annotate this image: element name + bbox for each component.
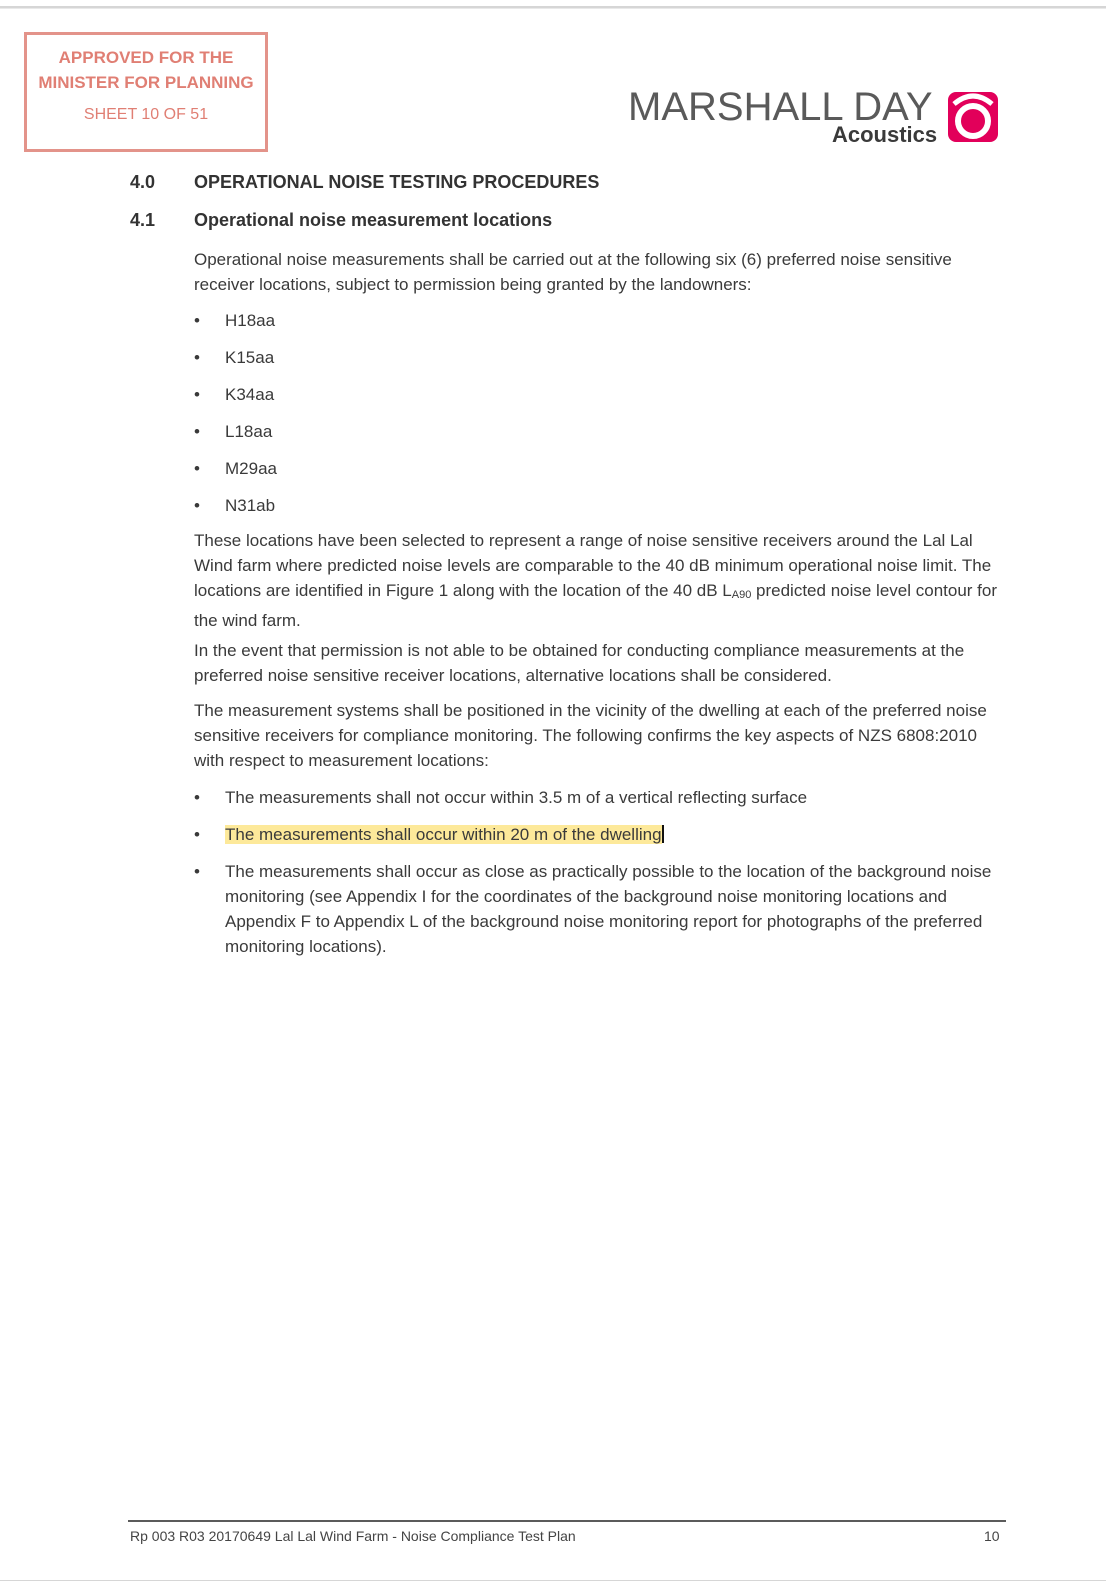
stamp-line-1: APPROVED FOR THE xyxy=(58,48,234,67)
approval-stamp xyxy=(24,32,268,152)
para1-text-end: predicted noise level contour for the wind farm. xyxy=(194,581,998,630)
criterion-text: The measurements shall not occur within 3.5 m of a vertical reflecting surface xyxy=(225,788,808,807)
footer-document-reference: Rp 003 R03 20170649 Lal Lal Wind Farm - Noise Compliance Test Plan xyxy=(130,1528,576,1544)
footer-divider xyxy=(128,1520,1006,1522)
subsection-number: 4.1 xyxy=(130,210,156,230)
section-number: 4.0 xyxy=(130,172,156,192)
section-title: OPERATIONAL NOISE TESTING PROCEDURES xyxy=(194,172,600,192)
subsection-title: Operational noise measurement locations xyxy=(194,210,553,230)
text-cursor xyxy=(662,825,664,843)
bullet-glyph: • xyxy=(194,788,200,807)
highlighted-criterion[interactable] xyxy=(225,822,664,847)
bullet-glyph: • xyxy=(194,496,200,515)
location-code: K34aa xyxy=(225,385,275,404)
stamp-line-2: MINISTER FOR PLANNING xyxy=(38,73,254,92)
para1-subscript: A90 xyxy=(731,589,752,601)
bullet-glyph: • xyxy=(194,311,200,330)
criterion-text: The measurements shall occur as close as practically possible to the location of the background noise monitoring (see Appendix I for the coordinates of the background noise monitoring locations and Appendix F to Appendix L of the background noise monitoring report for photographs of the preferred monitoring locations). xyxy=(225,862,992,956)
para1-text-start: These locations have been selected to represent a range of noise sensitive receivers around the Lal Lal Wind farm where predicted noise levels are comparable to the 40 dB minimum operational noise limit. The locations are identified in Figure 1 along with the location of the 40 dB L xyxy=(194,531,992,600)
alternative-locations-paragraph: In the event that permission is not able to be obtained for conducting compliance measurements at the preferred noise sensitive receiver locations, alternative locations shall be considered. xyxy=(194,641,965,685)
bottom-border xyxy=(0,1580,1106,1581)
logo-sub-text: Acoustics xyxy=(832,122,938,147)
bullet-glyph: • xyxy=(194,422,200,441)
bullet-glyph: • xyxy=(194,862,200,881)
location-code: K15aa xyxy=(225,348,275,367)
bullet-glyph: • xyxy=(194,825,200,844)
criterion-text: The measurements shall occur within 20 m of the dwelling xyxy=(225,825,662,844)
logo-mark-icon xyxy=(946,90,1000,144)
bullet-glyph: • xyxy=(194,385,200,404)
location-code: L18aa xyxy=(225,422,273,441)
intro-paragraph: Operational noise measurements shall be carried out at the following six (6) preferred noise sensitive receiver locations, subject to permission being granted by the landowners: xyxy=(194,250,952,294)
top-border xyxy=(0,6,1106,9)
stamp-sheet-number: SHEET 10 OF 51 xyxy=(83,106,209,123)
locations-rationale-paragraph xyxy=(194,528,1004,633)
marshall-day-logo xyxy=(628,86,1000,150)
bullet-glyph: • xyxy=(194,459,200,478)
bullet-glyph: • xyxy=(194,348,200,367)
location-code: H18aa xyxy=(225,311,276,330)
location-code: N31ab xyxy=(225,496,276,515)
measurement-systems-paragraph: The measurement systems shall be positioned in the vicinity of the dwelling at each of the preferred noise sensitive receivers for compliance monitoring. The following confirms the key aspects of NZS 6808:2010 with respect to measurement locations: xyxy=(194,701,987,770)
footer-page-number: 10 xyxy=(984,1528,1000,1544)
logo-main-text: MARSHALL DAY xyxy=(628,85,933,129)
location-code: M29aa xyxy=(225,459,277,478)
